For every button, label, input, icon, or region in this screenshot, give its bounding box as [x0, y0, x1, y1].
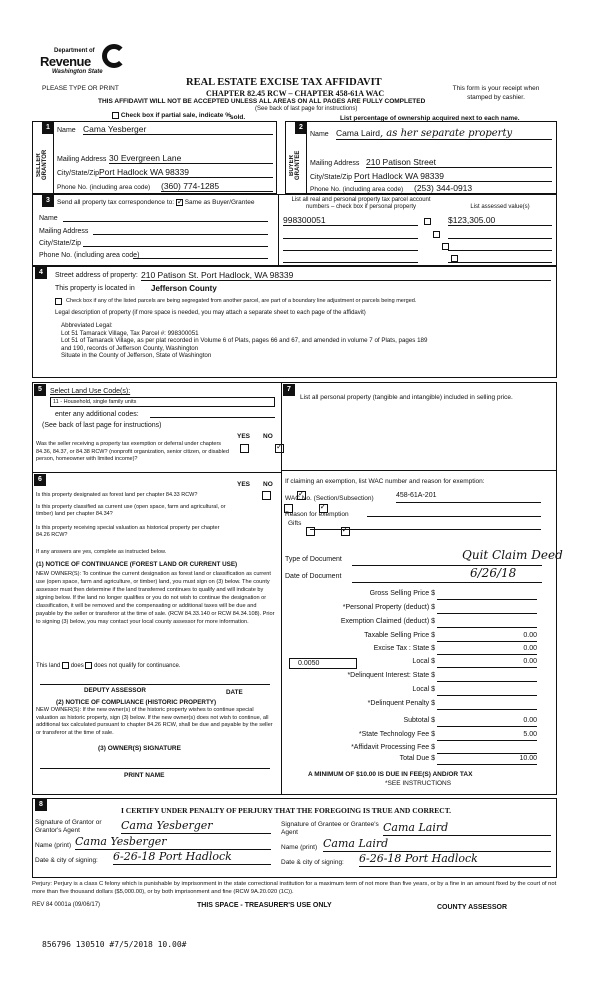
forest-no-header: NO	[263, 481, 273, 488]
certify-statement: I CERTIFY UNDER PENALTY OF PERJURY THAT THE FOREGOING IS TRUE AND CORRECT.	[121, 806, 452, 815]
does-not-label: does not	[94, 663, 118, 670]
tax-row: *State Technology Fee $ 5.00	[285, 731, 545, 744]
county-label: This property is located in	[55, 285, 135, 292]
buyer-name-label: Name	[310, 131, 329, 138]
legal-line: Lot 51 Tamarack Village, Tax Parcel #: 998300051	[61, 329, 199, 337]
legal-line: Lot 51 of Tamarack Village, as per plat recorded in Volume 6 of Plats, pages 66 and 67, and amended in volume 7 of Plats, pages 189	[61, 337, 428, 345]
street-label: Street address of property:	[55, 272, 138, 279]
receipt-note: This form is your receipt when stamped by cashier.	[452, 85, 540, 101]
doc-type-label: Type of Document	[285, 556, 342, 563]
grantor-signature: Cama Yesberger	[121, 819, 271, 834]
section-2-marker: 2	[295, 122, 307, 134]
list-pct-note: List percentage of ownership acquired next to each name.	[340, 115, 520, 122]
exemption-claim-label: If claiming an exemption, list WAC number and reason for exemption:	[285, 478, 485, 485]
perjury-note: Perjury: Perjury is a class C felony which is punishable by imprisonment in the state correctional institution for a maximum term of not more than five years, or by a fine in an amount fixed by the court of not more than five thousand dollars ($5,000.00), or by both imprisonment and fine (RCW 9A.20.020 (1C)).	[32, 881, 557, 895]
see-instructions-note: *SEE INSTRUCTIONS	[385, 780, 452, 787]
deputy-date-label: DATE	[226, 689, 243, 696]
doc-type-value: Quit Claim Deed	[462, 548, 563, 562]
local-rate-box: 0.0050	[289, 658, 357, 669]
partial-sale-checkbox[interactable]	[112, 112, 119, 119]
tax-row: 0.0050 Local $ 0.00	[285, 658, 545, 671]
personal-property-checkbox-1[interactable]	[424, 218, 431, 225]
tax-row: Exemption Claimed (deduct) $	[285, 618, 545, 631]
assessed-line-2	[448, 230, 552, 239]
seller-phone-label: Phone No. (including area code)	[57, 184, 151, 191]
corr-name-field[interactable]	[63, 213, 268, 222]
section-7-marker: 7	[283, 384, 295, 396]
section-8-marker: 8	[35, 799, 47, 811]
county-value: Jefferson County	[151, 284, 217, 293]
section-correspondence	[32, 194, 557, 266]
buyer-side-label: BUYER GRANTEE	[289, 150, 301, 180]
street-address: 210 Patison St. Port Hadlock, WA 98339	[141, 270, 551, 281]
corr-csz-label: City/State/Zip	[39, 240, 82, 247]
assessed-header: List assessed value(s)	[470, 204, 530, 210]
personal-property-text: List all personal property (tangible and intangible) included in selling price.	[300, 394, 513, 401]
corr-phone-label: Phone No. (including area code)	[39, 252, 140, 259]
this-land-label: This land	[36, 663, 61, 670]
tax-row: Total Due $ 10.00	[285, 755, 545, 768]
personal-property-checkbox-2[interactable]	[433, 231, 440, 238]
land-use-label: Select Land Use Code(s):	[50, 388, 131, 395]
parcel-line-2	[283, 230, 418, 239]
partial-sale-label: Check box if partial sale, indicate %	[120, 112, 231, 120]
seller-name-label: Name	[57, 127, 76, 134]
dept-line3: Washington State	[52, 69, 103, 75]
parcel-line-4	[283, 254, 418, 263]
legal-line: Situate in the County of Jefferson, State of Washington	[61, 352, 212, 360]
wac-label: WAC No. (Section/Subsection)	[285, 495, 374, 502]
exemption-yes-checkbox[interactable]	[240, 444, 249, 453]
buyer-csz-label: City/State/Zip	[310, 174, 353, 181]
seller-phone: (360) 774-1285	[161, 181, 273, 192]
same-as-buyer-checkbox[interactable]	[176, 199, 183, 206]
grantee-date-label: Date & city of signing:	[281, 859, 344, 866]
see-back-note: (See back of last page for instructions)	[255, 106, 358, 112]
partial-sold-label: sold.	[230, 114, 246, 121]
tax-row: Local $	[285, 686, 545, 699]
section-5-marker: 5	[34, 384, 46, 396]
grantor-name: Cama Yesberger	[75, 835, 271, 850]
segregated-checkbox[interactable]	[55, 298, 62, 305]
exemption-question: Was the seller receiving a property tax exemption or deferral under chapters 84.36, 84.37, or 84.38 RCW? (nonprofit organization, senior citizen, or disabled person, homeowner with limited income)?	[36, 441, 229, 462]
parcel-header: List all real and personal property tax parcel account numbers – check box if personal property	[291, 197, 431, 210]
corr-mailing-field[interactable]	[93, 226, 268, 235]
legal-description	[61, 322, 427, 360]
assessed-line-4	[448, 254, 552, 263]
section-1-marker: 1	[42, 122, 54, 134]
buyer-phone-label: Phone No. (including area code)	[310, 186, 404, 193]
legal-line: and 190, records of Jefferson County, Washington	[61, 344, 199, 352]
land-use-code-select[interactable]: 11 - Household, single family units	[50, 397, 275, 407]
buyer-csz: Port Hadlock WA 98339	[354, 171, 552, 182]
does-label: does	[70, 663, 84, 670]
section-property	[32, 266, 557, 378]
owner-signature-label: (3) OWNER(S) SIGNATURE	[98, 745, 181, 752]
recording-stamp: 856796 130510 #7/5/2018 10.00#	[42, 940, 187, 949]
additional-codes-label: enter any additional codes:	[55, 411, 139, 418]
county-assessor-label: COUNTY ASSESSOR	[437, 904, 508, 911]
seller-mailing: 30 Evergreen Lane	[109, 153, 273, 164]
corr-name-label: Name	[39, 215, 58, 222]
please-type: PLEASE TYPE OR PRINT	[42, 85, 119, 92]
forest-q1: Is this property designated as forest land per chapter 84.33 RCW?	[36, 492, 198, 498]
land-use-no-header: NO	[263, 433, 273, 440]
treasurer-use: THIS SPACE - TREASURER'S USE ONLY	[197, 902, 332, 909]
tax-row: *Personal Property (deduct) $	[285, 604, 545, 617]
reason-label: Reason for exemption	[285, 511, 349, 518]
buyer-name-handwritten: , as her separate property	[379, 128, 513, 139]
notice1-title: (1) NOTICE OF CONTINUANCE (FOREST LAND OR CURRENT USE)	[36, 561, 238, 568]
tax-table	[285, 590, 545, 765]
assessed-line-3	[448, 242, 552, 251]
tax-row: *Delinquent Penalty $	[285, 700, 545, 713]
buyer-mailing-label: Mailing Address	[310, 160, 360, 167]
notice1-body: NEW OWNER(S): To continue the current designation as forest land or classification as current use (open space, farm and agriculture, or timber) land, you must sign on (3) below. The county assessor must then determine if the land transferred continues to qualify and will indicate by signing below. If the land no longer qualifies or you do not wish to continue the designation or classification, it will be removed and the compensating or additional taxes will be due and payable by the seller or transferor at the time of sale. (RCW 84.33.140 or RCW 84.34.108). Prior to signing (3) below, you may contact your local county assessor for more information.	[36, 571, 275, 625]
seller-csz-label: City/State/Zip	[57, 170, 100, 177]
parcel-line-3	[283, 242, 418, 251]
forest-q3: Is this property receiving special valuation as historical property per chapter 84.26 RCW?	[36, 525, 220, 538]
grantor-name-label: Name (print)	[35, 842, 72, 849]
section-6-marker: 6	[34, 474, 46, 486]
seller-mailing-label: Mailing Address	[57, 156, 107, 163]
section-certify	[32, 798, 557, 878]
grantor-date-city: 6-26-18 Port Hadlock	[113, 850, 271, 865]
grantee-date-city: 6-26-18 Port Hadlock	[359, 852, 551, 867]
partial-sale	[112, 112, 246, 121]
tax-row: Taxable Selling Price $ 0.00	[285, 632, 545, 645]
dept-line2: Revenue	[40, 54, 91, 69]
forest-q2: Is this property classified as current use (open space, farm and agricultural, or timber) land per chapter 84.34?	[36, 504, 226, 517]
tax-row: *Affidavit Processing Fee $	[285, 744, 545, 757]
exemption-no-checkbox[interactable]	[275, 444, 284, 453]
forest-yes-header: YES	[237, 481, 251, 488]
legal-line: Abbreviated Legal:	[61, 322, 113, 329]
dor-logo	[40, 44, 130, 80]
buyer-name: Cama Laird	[336, 128, 380, 138]
doc-date-value: 6/26/18	[470, 566, 517, 580]
section-seller	[32, 121, 277, 194]
qualify-label: qualify for continuance.	[118, 663, 181, 670]
corr-phone-field[interactable]	[133, 250, 268, 259]
logo-swirl-icon	[102, 44, 126, 68]
grantee-signature: Cama Laird	[383, 821, 551, 836]
land-use-see-back: (See back of last page for instructions)	[42, 422, 162, 429]
assessed-value: $123,305.00	[448, 215, 552, 226]
section-4-marker: 4	[35, 267, 47, 279]
reason-line	[367, 509, 541, 517]
section-3-marker: 3	[42, 195, 54, 207]
segregated-label: Check box if any of the listed parcels are being segregated from another parcel, are part of a boundary line adjustment or parcels being merged.	[66, 298, 417, 304]
same-as-buyer-label: Same as Buyer/Grantee	[184, 199, 255, 207]
parcel-number: 998300051	[283, 215, 418, 226]
notice2-body: NEW OWNER(S): If the new owner(s) of the historic property wishes to continue special valuation as historic property, sign (3) below. If the new owner(s) does not wish to continue, all additional tax calculated pursuant to chapter 84.26 RCW, shall be due and payable by the seller or transferor at the time of sale.	[36, 707, 273, 736]
tax-row: Gross Selling Price $	[285, 590, 545, 603]
send-to-label: Send all property tax correspondence to:	[57, 199, 175, 207]
form-chapter: CHAPTER 82.45 RCW – CHAPTER 458-61A WAC	[206, 89, 385, 98]
reason-line-2	[310, 522, 541, 530]
deputy-assessor-label: DEPUTY ASSESSOR	[84, 687, 146, 694]
reason-value: Gifts	[288, 520, 302, 527]
corr-mailing-label: Mailing Address	[39, 228, 89, 235]
additional-codes-field[interactable]	[150, 410, 275, 418]
print-name-label: PRINT NAME	[124, 772, 165, 779]
grantee-name-label: Name (print)	[281, 844, 318, 851]
buyer-name-line	[336, 128, 552, 140]
form-title: REAL ESTATE EXCISE TAX AFFIDAVIT	[186, 77, 382, 88]
section-buyer	[285, 121, 557, 194]
seller-name: Cama Yesberger	[83, 124, 273, 135]
seller-csz: Port Hadlock WA 98339	[99, 167, 273, 178]
grantee-name: Cama Laird	[323, 837, 551, 852]
minimum-due-note: A MINIMUM OF $10.00 IS DUE IN FEE(S) AND/OR TAX	[308, 771, 473, 778]
send-to-row	[57, 199, 254, 206]
tax-row: Subtotal $ 0.00	[285, 717, 545, 730]
grantor-sig-label: Signature of Grantor or Grantor's Agent	[35, 819, 102, 834]
tax-row: *Delinquent Interest: State $	[285, 672, 545, 685]
corr-csz-field[interactable]	[83, 238, 268, 247]
forest-q1-yes[interactable]	[262, 491, 271, 500]
not-accepted-note: THIS AFFIDAVIT WILL NOT BE ACCEPTED UNLESS ALL AREAS ON ALL PAGES ARE FULLY COMPLETED	[98, 98, 426, 105]
tax-row: Excise Tax : State $ 0.00	[285, 645, 545, 658]
does-checkbox[interactable]	[62, 662, 69, 669]
forest-if-yes: If any answers are yes, complete as instructed below.	[36, 549, 167, 555]
buyer-phone: (253) 344-0913	[414, 183, 552, 194]
buyer-mailing: 210 Patison Street	[366, 157, 552, 168]
notice2-title: (2) NOTICE OF COMPLIANCE (HISTORIC PROPERTY)	[56, 699, 217, 706]
this-land-row	[36, 662, 180, 669]
doc-date-label: Date of Document	[285, 573, 342, 580]
rev-number: REV 84 0001a (09/06/17)	[32, 902, 101, 908]
does-not-checkbox[interactable]	[85, 662, 92, 669]
legal-label: Legal description of property (if more space is needed, you may attach a separate sheet to each page of the affidavit)	[55, 310, 366, 316]
grantee-sig-label: Signature of Grantee or Grantee's Agent	[281, 821, 379, 836]
grantor-date-label: Date & city of signing:	[35, 857, 98, 864]
dept-line1: Department of	[54, 48, 95, 54]
land-use-yes-header: YES	[237, 433, 251, 440]
seller-side-label: SELLER GRANTOR	[36, 149, 48, 181]
wac-number: 458-61A-201	[396, 492, 541, 503]
